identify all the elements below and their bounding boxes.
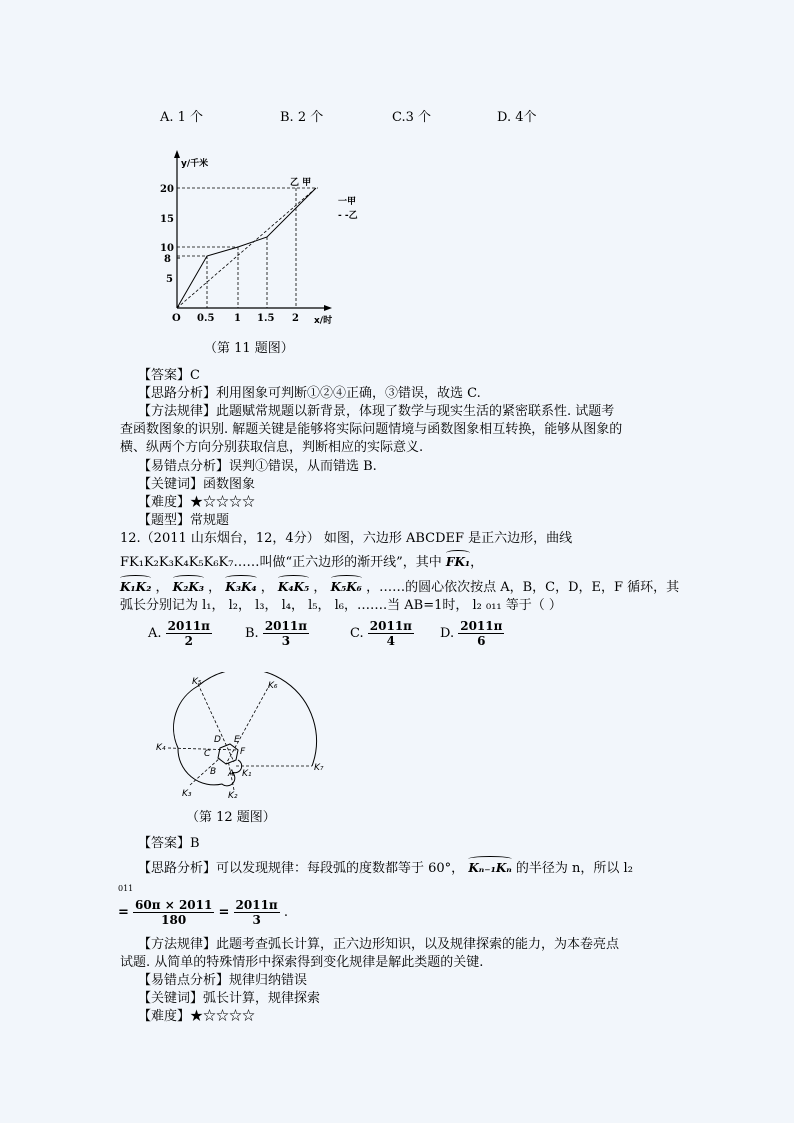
q11-analysis: 【思路分析】利用图象可判断①②④正确，③错误，故选 C. [138,386,481,401]
label-k3: K₃ [182,789,192,799]
arc-k1k2: K₁K₂ [120,575,151,596]
q12-diagram [150,672,340,807]
arc-k3k4: K₃K₄ [225,575,256,596]
x-axis-arrow [324,305,332,311]
legend-yi: - -乙 [338,211,358,221]
q11-answer: 【答案】C [138,368,200,383]
label-k6: K₆ [268,681,278,691]
y-tick-3: 8 [164,254,171,265]
q12-analysis [138,856,633,878]
q11-type: 【题型】常规题 [138,513,230,528]
q12-difficulty: 【难度】★☆☆☆☆ [138,1009,256,1024]
q11-caption: （第 11 题图） [204,341,294,356]
q12-error: 【易错点分析】规律归纳错误 [138,973,308,988]
q12-caption: （第 12 题图） [186,810,276,825]
label-k1: K₁ [242,769,252,779]
q12-stem-1: 12.（2011 山东烟台，12，4分） 如图，六边形 ABCDEF 是正六边形，曲线 [120,531,573,546]
series-yi-line [177,188,316,308]
q11-difficulty: 【难度】★☆☆☆☆ [138,495,256,510]
q11-keywords: 【关键词】函数图象 [138,477,256,492]
q11-option-a: A. 1 个 [160,110,204,125]
q12-analysis-b: 的半径为 n，所以 l₂ [515,861,633,876]
label-k5: K₅ [192,677,202,687]
x-tick-1: 1 [234,313,241,324]
q11-method-1: 【方法规律】此题赋常规题以新背景，体现了数学与现实生活的紧密联系性. 试题考 [138,404,615,419]
x-axis-label: x/时 [314,316,333,326]
x-tick-3: 2 [292,313,299,324]
eq-frac-1: $\frac{60\pi \times 2011}{180}$ [135,898,213,927]
origin-label: O [172,313,181,324]
label-k7: K₇ [314,763,324,773]
q12-method-1: 【方法规律】此题考查弧长计算，正六边形知识，以及规律探索的能力，为本卷亮点 [138,937,620,952]
y-axis-label: y/千米 [181,159,209,169]
y-tick-0: 20 [160,184,174,195]
q12-option-b: B. $\frac{2011\pi}{3}$ [245,619,308,648]
q12-method-2: 试题. 从简单的特殊情形中探索得到变化规律是解此类题的关键. [120,955,484,970]
q11-error: 【易错点分析】误判①错误，从而错选 B. [138,459,377,474]
y-axis-arrow [174,150,180,158]
q12-stem-3-tail: ，……的圆心依次按点 A，B，C，D，E，F 循环，其 [366,580,680,595]
q12-stem-4: 弧长分别记为 l₁， l₂， l₃， l₄， l₅， l₆，…….当 AB=1时， l₂ ₀₁₁ 等于（ ） [120,598,562,613]
label-a: A [228,769,235,779]
arc-k2k3: K₂K₃ [173,575,204,596]
legend-jia: 一甲 [338,197,357,207]
q11-method-2: 查函数图象的识别. 解题关键是能够将实际问题情境与函数图象相互转换，能够从图象的 [120,422,623,437]
y-tick-2: 10 [160,243,174,254]
label-c: C [204,749,211,759]
q12-answer: 【答案】B [138,836,200,851]
label-k2: K₂ [228,791,238,801]
q12-option-a: A. $\frac{2011\pi}{2}$ [148,619,210,648]
label-f: F [240,747,246,757]
arc-fk1: FK₁ [446,550,470,571]
q12-subscript-011: 011 [118,884,134,893]
q11-option-d: D. 4个 [497,110,537,125]
x-tick-2: 1.5 [257,313,275,324]
label-d: D [214,735,221,745]
y-tick-1: 15 [160,214,174,225]
q12-stem-2-text: FK₁K₂K₃K₄K₅K₆K₇……叫做“正六边形的渐开线”，其中 [120,555,442,570]
q11-method-3: 横、纵两个方向分别获取信息，判断相应的实际意义. [120,440,424,455]
x-tick-0: 0.5 [197,313,215,324]
q12-equation: = $\frac{60\pi \times 2011}{180}$ = $\frac{2011\pi}{3}$ . [118,898,288,927]
q12-option-c: C. $\frac{2011\pi}{4}$ [350,619,412,648]
arc-k5k6: K₅K₆ [331,575,362,596]
eq-frac-2: $\frac{2011\pi}{3}$ [235,898,278,927]
q12-options [148,619,568,653]
label-e: E [234,735,240,745]
q11-options [160,106,620,124]
q12-option-d: D. $\frac{2011\pi}{6}$ [440,619,503,648]
q12-stem-3: K₁K₂ ， K₂K₃ ， K₃K₄ ， K₄K₅ ， K₅K₆ ，……的圆心依次按点 A，B，C，D，E，F 循环，其 [120,575,679,597]
arc-kn1-kn: Kₙ₋₁Kₙ [468,856,511,877]
q11-option-c: C.3 个 [392,110,432,125]
label-b: B [210,767,217,777]
q11-option-b: B. 2 个 [280,110,324,125]
label-k4: K₄ [156,743,166,753]
end-label: 乙 甲 [290,178,312,188]
q11-graph [150,148,370,333]
q12-keywords: 【关键词】弧长计算，规律探索 [138,991,321,1006]
q12-analysis-a: 【思路分析】可以发现规律：每段弧的度数都等于 60°， [138,861,465,876]
y-tick-4: 5 [166,274,173,285]
arc-k4k5: K₄K₅ [278,575,309,596]
q12-stem-2: FK₁K₂K₃K₄K₅K₆K₇……叫做“正六边形的渐开线”，其中 FK₁， [120,550,483,572]
